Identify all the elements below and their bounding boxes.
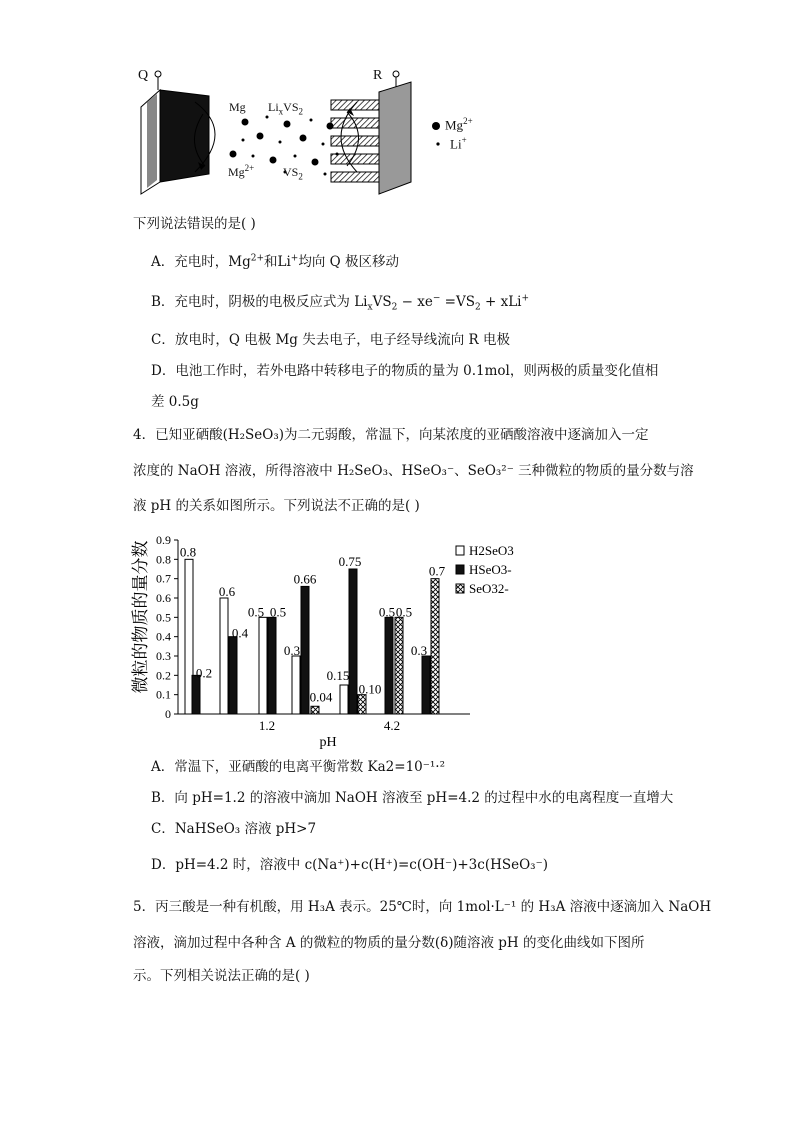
- bar: [301, 586, 309, 714]
- q3-option-b[interactable]: B．充电时，阴极的电极反应式为 $Li_xVS_2 - xe^- =VS_2 + xLi^+$: [151, 293, 530, 313]
- legend-mg: $Mg^{2+}$: [445, 116, 473, 133]
- y-tick-label: 0.5: [156, 610, 171, 625]
- x-tick-label: 1.2: [258, 718, 276, 733]
- bar-data-label: 0.15: [326, 668, 350, 683]
- bar-data-label: 0.66: [293, 571, 317, 587]
- bar-data-label: 0.2: [195, 665, 213, 681]
- bar: [220, 598, 228, 714]
- bar: [192, 675, 200, 714]
- bar: [340, 685, 348, 714]
- bar: [385, 617, 393, 714]
- q4-stem-line1: 4．已知亚硒酸(H₂SeO₃)为二元弱酸，常温下，向某浓度的亚硒酸溶液中逐滴加入一定: [133, 427, 649, 443]
- bar: [431, 579, 439, 714]
- bar-data-label: 0.3: [410, 643, 428, 658]
- bar-data-label: 0.5: [395, 604, 413, 620]
- li-ion-icon: [436, 142, 439, 145]
- mg-ion-icon: [432, 122, 440, 130]
- q3-option-d-line1[interactable]: D．电池工作时，若外电路中转移电子的物质的量为 0.1mol，则两极的质量变化值相: [151, 363, 659, 379]
- label-mg: Mg: [229, 100, 246, 114]
- bar: [422, 656, 430, 714]
- q3-option-d-line2: 差 0.5g: [151, 394, 199, 410]
- x-axis-title: pH: [319, 735, 337, 750]
- q-electrode: [141, 71, 209, 194]
- bar: [311, 706, 319, 714]
- bar: [268, 617, 276, 714]
- q4-option-d[interactable]: D．pH=4.2 时，溶液中 c(Na⁺)+c(H⁺)=c(OH⁻)+3c(HSeO₃⁻): [151, 857, 548, 873]
- bar: [229, 637, 237, 714]
- y-tick-label: 0.8: [156, 552, 171, 567]
- legend-swatch-1: [456, 565, 464, 574]
- species-fraction-chart: [128, 522, 548, 750]
- legend-label: H2SeO3: [469, 543, 514, 558]
- label-r: R: [373, 68, 383, 83]
- bar-data-label: 0.6: [218, 584, 236, 599]
- bar-data-label: 0.5: [247, 604, 265, 620]
- bar: [395, 617, 403, 714]
- bar-data-label: 0.8: [179, 544, 197, 560]
- q4-option-a[interactable]: A．常温下，亚硒酸的电离平衡常数 Ka2=10⁻¹·²: [151, 759, 445, 775]
- bar-data-label: 0.10: [358, 681, 382, 697]
- q5-stem-line2: 溶液，滴加过程中各种含 A 的微粒的物质的量分数(δ)随溶液 pH 的变化曲线如下图所: [133, 935, 645, 951]
- q5-stem-line1: 5．丙三酸是一种有机酸，用 H₃A 表示。25℃时，向 1mol·L⁻¹ 的 H₃A 溶液中逐滴加入 NaOH: [133, 899, 712, 915]
- bar: [358, 695, 366, 714]
- y-tick-label: 0.6: [156, 591, 171, 605]
- bar-data-label: 0.75: [338, 554, 362, 569]
- bar-data-label: 0.7: [428, 563, 446, 579]
- q5-stem-line3: 示。下列相关说法正确的是( ): [133, 968, 310, 984]
- label-q: Q: [138, 68, 149, 83]
- q3-option-c[interactable]: C．放电时，Q 电极 Mg 失去电子，电子经导线流向 R 电极: [151, 332, 510, 348]
- bar: [349, 569, 357, 714]
- legend-li: Li+: [450, 135, 467, 152]
- bar-data-label: 0.4: [231, 625, 249, 641]
- y-tick-label: 0.4: [156, 629, 171, 644]
- q3-option-a[interactable]: A．充电时，$Mg^{2+}$和Li+均向 Q 极区移动: [151, 253, 399, 270]
- y-tick-label: 0: [165, 707, 171, 721]
- label-lixvs2: $Li_xVS_2$: [268, 100, 304, 117]
- legend-swatch-0: [456, 546, 464, 555]
- q3-stem: 下列说法错误的是( ): [133, 216, 256, 232]
- q4-stem-line3: 液 pH 的关系如图所示。下列说法不正确的是( ): [133, 498, 420, 514]
- r-electrode: [331, 71, 411, 194]
- bar-data-label: 0.5: [269, 604, 287, 620]
- q4-stem-line2: 浓度的 NaOH 溶液，所得溶液中 H₂SeO₃、HSeO₃⁻、SeO₃²⁻ 三种微粒的物质的量分数与溶: [133, 463, 694, 479]
- bar-data-label: 0.3: [283, 643, 301, 658]
- y-tick-label: 0.7: [156, 571, 171, 586]
- y-tick-label: 0.3: [156, 649, 171, 663]
- label-vs2: $VS_2$: [283, 165, 303, 182]
- x-tick-label: 4.2: [383, 718, 401, 733]
- legend-label: HSeO3-: [469, 562, 512, 577]
- y-tick-label: 0.2: [156, 668, 171, 683]
- legend-label: SeO32-: [469, 581, 509, 596]
- y-tick-label: 0.1: [156, 687, 171, 702]
- label-mg2: $Mg^{2+}$: [228, 163, 255, 179]
- bar-data-label: 0.04: [309, 689, 333, 705]
- bar-data-label: 0.5: [378, 604, 396, 620]
- y-axis-title: 微粒的物质的量分数: [131, 540, 151, 694]
- legend-swatch-2: [456, 584, 464, 593]
- bar: [292, 656, 300, 714]
- q4-option-c[interactable]: C．NaHSeO₃ 溶液 pH>7: [151, 821, 317, 837]
- bar: [259, 617, 267, 714]
- y-tick-label: 0.9: [156, 533, 171, 547]
- q4-option-b[interactable]: B．向 pH=1.2 的溶液中滴加 NaOH 溶液至 pH=4.2 的过程中水的电离程度一直增大: [151, 790, 674, 806]
